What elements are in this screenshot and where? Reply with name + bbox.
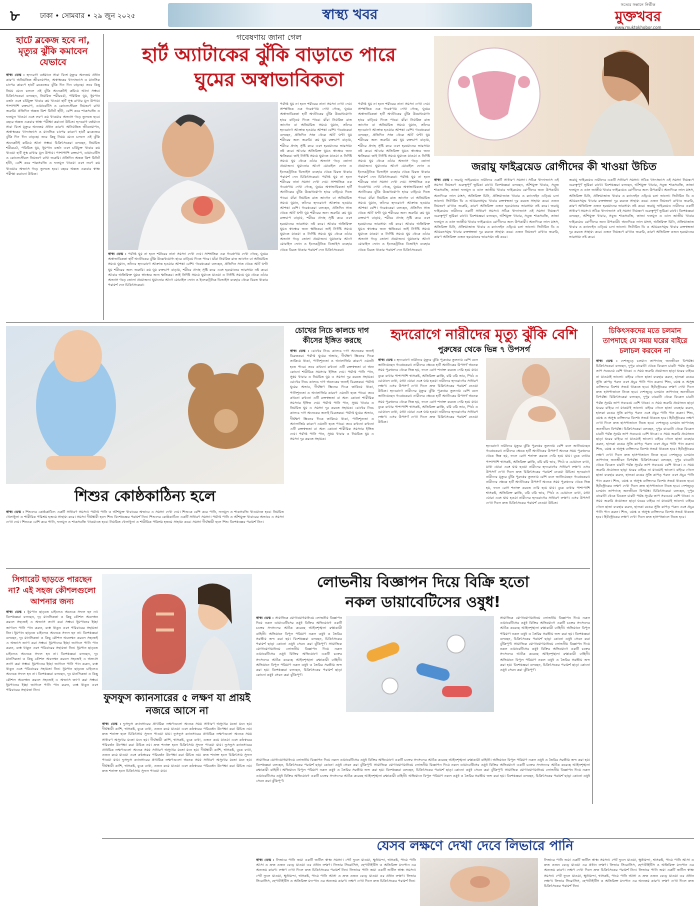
article-headline: ফুসফুস ক্যানসারের ৫ লক্ষণ যা প্রায়ই নজরে আসে না — [103, 693, 251, 717]
section-title: স্বাস্থ্য খবর — [322, 7, 378, 23]
article-headline: জরায়ু ফাইব্রয়েড রোগীদের কী খাওয়া উচিত — [471, 161, 657, 173]
article-body: হৃদরোগ বর্তমানে সারা বিশ্বে মৃত্যুর অন্যতম প্রধান কারণ। অনিয়ন্ত্রিত জীবনযাপন, অস্বাস্থ্যকর খাদ্যাভ্যাস ও মানসিক চাপের কারণে হার্টে ব্লকেজের ঝুঁকি দিন দিন বাড়ছে। তবে কিছু নিয়ম মেনে চললে এই ঝুঁকি অনেকটাই কমিয়ে আনা সম্ভব। চিকিৎসকেরা বলছেন, নিয়মিত শরীরচর্চা, পরিমিত ঘুম, ধূমপান বর্জন এবং চর্বিযুক্ত খাবার কম খাওয়া হার্ট সুস্থ রাখার মূল উপায়। পাশাপাশি রক্তচাপ, ডায়াবেটিস ও কোলেস্টেরল নিয়ন্ত্রণে রাখা জরুরি। প্রতিদিন অন্তত ত্রিশ মিনিট হাঁটা, বেশি করে শাকসবজি ও ফলমূল খাওয়া এবং লবণ কম খাওয়ার অভ্যাস গড়ে তুলতে হবে। বছরে অন্তত একবার স্বাস্থ্য পরীক্ষা করানো উচিত। — [6, 73, 100, 124]
article-headline: চিকিৎসকদের মতে চলমান তাপদাহে যে সময় ঘরের বাইরে চলাচল করবেন না — [602, 327, 688, 355]
article-headline-1: হার্ট অ্যাটাকের ঝুঁকি বাড়াতে পারে — [142, 44, 396, 66]
article-women-heart — [378, 326, 590, 566]
article-headline: সিগারেট ছাড়তে পারছেন না? এই সহজ কৌশলগুলো আপনার জন্য — [8, 575, 96, 606]
paper-logo — [588, 2, 688, 30]
sleep-heart-text-col1: স্বাস্থ্য ডেস্ক : পর্যাপ্ত ঘুম না হলে শরীরের নানা সমস্যা দেখা দেয়। সাম্প্রতিক এক গবেষণায় দেখা গেছে, ঘুমের অস্বাভাবিকতা হার্ট অ্যাটাকের ঝুঁকি উল্লেখযোগ্য হারে বাড়িয়ে দিতে পারে। যাঁরা নিয়মিত রাত জাগেন বা অনিয়মিত সময়ে ঘুমান, তাঁদের হৃদরোগে আক্রান্ত হওয়ার আশঙ্কা বেশি। গবেষকেরা বলছেন, প্রতিদিন সাত থেকে আট ঘণ্টা ঘুম শরীরের জন্য জরুরি। কম ঘুম রক্তচাপ বাড়ায়, শরীরে প্রদাহ সৃষ্টি করে এবং হরমোনের ভারসাম্য নষ্ট করে। আবার অতিরিক্ত ঘুমও স্বাস্থ্যের জন্য ক্ষতিকর। তাই নির্দিষ্ট সময়ে ঘুমাতে যাওয়া ও নির্দিষ্ট সময়ে ঘুম থেকে ওঠার অভ্যাস গড়ে তোলা প্রয়োজন। ঘুমানোর আগে মোবাইল ফোন ও ইলেকট্রনিক ডিভাইস ব্যবহার থেকে বিরত থাকার পরামর্শ দেন চিকিৎসকেরা। — [108, 252, 268, 288]
sleep-heart-body — [108, 102, 430, 320]
article-constipation — [6, 326, 284, 566]
pills-image — [346, 616, 494, 712]
uterus-woman-image — [434, 36, 694, 156]
article-headline-2: ঘুমের অস্বাভাবিকতা — [194, 69, 344, 91]
article-fake-diabetes — [256, 572, 590, 834]
liver-text-col1: স্বাস্থ্য ডেস্ক : লিভারে পানি জমা একটি জটিল স্বাস্থ্য সমস্যা। পেট ফুলে যাওয়া, ক্ষুধামন্দা, শ্বাসকষ্ট, পায়ে পানি আসা ও দ্রুত ওজন বেড়ে যাওয়া এর প্রধান লক্ষণ। লিভার সিরোসিস, হেপাটাইটিস ও অতিরিক্ত মদ্যপান এর অন্যতম কারণ। লক্ষণ দেখা দিলে দ্রুত চিকিৎসকের পরামর্শ নিন। লিভারে পানি জমা একটি জটিল স্বাস্থ্য সমস্যা। পেট ফুলে যাওয়া, ক্ষুধামন্দা, শ্বাসকষ্ট, পায়ে পানি আসা ও দ্রুত ওজন বেড়ে যাওয়া এর প্রধান লক্ষণ। লিভার সিরোসিস, হেপাটাইটিস ও অতিরিক্ত মদ্যপান এর অন্যতম কারণ। লক্ষণ দেখা দিলে দ্রুত চিকিৎসকের পরামর্শ নিন। — [256, 858, 416, 883]
lung-anatomy-illustration — [102, 574, 252, 690]
section-banner — [168, 3, 532, 27]
byline: স্বাস্থ্য ডেস্ক : — [6, 73, 25, 77]
article-headline-1: লোভনীয় বিজ্ঞাপন দিয়ে বিক্রি হতো — [316, 573, 530, 591]
abdomen-illustration — [420, 858, 538, 906]
lung-anatomy-image — [102, 574, 252, 690]
article-liver — [256, 838, 694, 906]
paper-website: www.muktokhobor.com — [614, 25, 662, 30]
woman-chest-illustration — [486, 358, 590, 440]
article-dark-circles — [290, 326, 374, 566]
fake-diabetes-text-bottom: সামাজিক যোগাযোগমাধ্যমে লোভনীয় বিজ্ঞাপন দিয়ে নকল ডায়াবেটিসের ওষুধ বিক্রির অভিযোগে একটি চক্রের সদস্যদের আটক করেছে আইনশৃঙ্খলা রক্ষাকারী বাহিনী। অভিযানে বিপুল পরিমাণ নকল ওষুধ ও তৈরির সরঞ্জাম জব্দ করা হয়। বিশেষজ্ঞরা বলছেন, চিকিৎসকের পরামর্শ ছাড়া কোনো ওষুধ সেবন করা ঝুঁকিপূর্ণ। সামাজিক যোগাযোগমাধ্যমে লোভনীয় বিজ্ঞাপন দিয়ে নকল ডায়াবেটিসের ওষুধ বিক্রির অভিযোগে একটি চক্রের সদস্যদের আটক করেছে আইনশৃঙ্খলা রক্ষাকারী বাহিনী। অভিযানে বিপুল পরিমাণ নকল ওষুধ ও তৈরির সরঞ্জাম জব্দ করা হয়। বিশেষজ্ঞরা বলছেন, চিকিৎসকের পরামর্শ ছাড়া কোনো ওষুধ সেবন করা ঝুঁকিপূর্ণ। সামাজিক যোগাযোগমাধ্যমে লোভনীয় বিজ্ঞাপন দিয়ে নকল ডায়াবেটিসের ওষুধ বিক্রির অভিযোগে একটি চক্রের সদস্যদের আটক করেছে আইনশৃঙ্খলা রক্ষাকারী বাহিনী। অভিযানে বিপুল পরিমাণ নকল ওষুধ ও তৈরির সরঞ্জাম জব্দ করা হয়। বিশেষজ্ঞরা বলছেন, চিকিৎসকের পরামর্শ ছাড়া কোনো ওষুধ সেবন করা ঝুঁকিপূর্ণ। — [256, 758, 590, 783]
fake-diabetes-text-col1: স্বাস্থ্য ডেস্ক : সামাজিক যোগাযোগমাধ্যমে লোভনীয় বিজ্ঞাপন দিয়ে নকল ডায়াবেটিসের ওষুধ বিক্রির অভিযোগে একটি চক্রের সদস্যদের আটক করেছে আইনশৃঙ্খলা রক্ষাকারী বাহিনী। অভিযানে বিপুল পরিমাণ নকল ওষুধ ও তৈরির সরঞ্জাম জব্দ করা হয়। বিশেষজ্ঞরা বলছেন, চিকিৎসকের পরামর্শ ছাড়া কোনো ওষুধ সেবন করা ঝুঁকিপূর্ণ। সামাজিক যোগাযোগমাধ্যমে লোভনীয় বিজ্ঞাপন দিয়ে নকল ডায়াবেটিসের ওষুধ বিক্রির অভিযোগে একটি চক্রের সদস্যদের আটক করেছে আইনশৃঙ্খলা রক্ষাকারী বাহিনী। অভিযানে বিপুল পরিমাণ নকল ওষুধ ও তৈরির সরঞ্জাম জব্দ করা হয়। বিশেষজ্ঞরা বলছেন, চিকিৎসকের পরামর্শ ছাড়া কোনো ওষুধ সেবন করা ঝুঁকিপূর্ণ। — [256, 616, 342, 678]
women-heart-text-col1: স্বাস্থ্য ডেস্ক : হৃদরোগে নারীদের মৃত্যুর ঝুঁকি পুরুষের তুলনায় বেশি বলে জানিয়েছেন গবেষকেরা। নারীদের ক্ষেত্রে হার্ট অ্যাটাকের উপসর্গ অনেক সময় পুরুষদের থেকে ভিন্ন হয়, ফলে রোগ শনাক্ত করতে দেরি হয়ে যায়। বুকে ব্যথার পাশাপাশি শ্বাসকষ্ট, অতিরিক্ত ক্লান্তি, বমি বমি ভাব, পিঠে ও চোয়ালে ব্যথা, মাথা ঘোরা এবং ঘাম হওয়া নারীদের হৃদরোগের সাধারণ লক্ষণ। এসব উপসর্গ দেখা দিলে দ্রুত চিকিৎসকের পরামর্শ নেওয়া উচিত। হৃদরোগে নারীদের মৃত্যুর ঝুঁকি পুরুষের তুলনায় বেশি বলে জানিয়েছেন গবেষকেরা। নারীদের ক্ষেত্রে হার্ট অ্যাটাকের উপসর্গ অনেক সময় পুরুষদের থেকে ভিন্ন হয়, ফলে রোগ শনাক্ত করতে দেরি হয়ে যায়। বুকে ব্যথার পাশাপাশি শ্বাসকষ্ট, অতিরিক্ত ক্লান্তি, বমি বমি ভাব, পিঠে ও চোয়ালে ব্যথা, মাথা ঘোরা এবং ঘাম হওয়া নারীদের হৃদরোগের সাধারণ লক্ষণ। এসব উপসর্গ দেখা দিলে দ্রুত চিকিৎসকের পরামর্শ নেওয়া উচিত। — [378, 358, 478, 425]
woman-chest-image — [486, 358, 590, 440]
article-fibroid — [434, 36, 694, 320]
article-headline-2: নকল ডায়াবেটিসের ওষুধ! — [345, 593, 501, 611]
man-chest-pain-image — [108, 102, 278, 250]
article-subhead: পুরুষের থেকে ভিন্ন ৭ উপসর্গ — [437, 345, 531, 354]
constipation-text: স্বাস্থ্য ডেস্ক : শিশুদের কোষ্ঠকাঠিন্য একটি সাধারণ সমস্যা। পর্যাপ্ত পানি ও আঁশযুক্ত খাবারের অভাবে এ সমস্যা দেখা দেয়। শিশুকে বেশি করে পানি, ফলমূল ও শাকসবজি খাওয়াতে হবে। নিয়মিত খেলাধুলা ও শারীরিক পরিশ্রম হজমে সাহায্য করে। সমস্যা দীর্ঘস্থায়ী হলে শিশু বিশেষজ্ঞের পরামর্শ নিন। শিশুদের কোষ্ঠকাঠিন্য একটি সাধারণ সমস্যা। পর্যাপ্ত পানি ও আঁশযুক্ত খাবারের অভাবে এ সমস্যা দেখা দেয়। শিশুকে বেশি করে পানি, ফলমূল ও শাকসবজি খাওয়াতে হবে। নিয়মিত খেলাধুলা ও শারীরিক পরিশ্রম হজমে সাহায্য করে। সমস্যা দীর্ঘস্থায়ী হলে শিশু বিশেষজ্ঞের পরামর্শ নিন। — [6, 510, 284, 525]
liver-text-col2: লিভারে পানি জমা একটি জটিল স্বাস্থ্য সমস্যা। পেট ফুলে যাওয়া, ক্ষুধামন্দা, শ্বাসকষ্ট, পায়ে পানি আসা ও দ্রুত ওজন বেড়ে যাওয়া এর প্রধান লক্ষণ। লিভার সিরোসিস, হেপাটাইটিস ও অতিরিক্ত মদ্যপান এর অন্যতম কারণ। লক্ষণ দেখা দিলে দ্রুত চিকিৎসকের পরামর্শ নিন। লিভারে পানি জমা একটি জটিল স্বাস্থ্য সমস্যা। পেট ফুলে যাওয়া, ক্ষুধামন্দা, শ্বাসকষ্ট, পায়ে পানি আসা ও দ্রুত ওজন বেড়ে যাওয়া এর প্রধান লক্ষণ। লিভার সিরোসিস, হেপাটাইটিস ও অতিরিক্ত মদ্যপান এর অন্যতম কারণ। লক্ষণ দেখা দিলে দ্রুত চিকিৎসকের পরামর্শ নিন। — [544, 858, 694, 889]
article-headline: চোখের নিচে কালচে দাগ কীসের ইঙ্গিত করছে — [295, 326, 369, 345]
fibroid-text-col2: জরায়ু ফাইব্রয়েড নারীদের একটি সাধারণ সমস্যা। সঠিক খাদ্যাভ্যাস এই সমস্যা নিয়ন্ত্রণে গুরুত্বপূর্ণ ভূমিকা রাখে। বিশেষজ্ঞরা বলছেন, আঁশযুক্ত খাবার, সবুজ শাকসবজি, তাজা ফলমূল ও ডাল জাতীয় খাবার ফাইব্রয়েড রোগীদের জন্য উপকারী। অন্যদিকে লাল মাংস, অতিরিক্ত চিনি, প্রক্রিয়াজাত খাবার ও ক্যাফেইন এড়িয়ে চলা ভালো। ভিটামিন ডি ও আয়রনসমৃদ্ধ খাবার রক্তস্বল্পতা দূর করতে সাহায্য করে। ওজন নিয়ন্ত্রণে রাখাও জরুরি, কারণ অতিরিক্ত ওজন হরমোনের ভারসাম্য নষ্ট করে। জরায়ু ফাইব্রয়েড নারীদের একটি সাধারণ সমস্যা। সঠিক খাদ্যাভ্যাস এই সমস্যা নিয়ন্ত্রণে গুরুত্বপূর্ণ ভূমিকা রাখে। বিশেষজ্ঞরা বলছেন, আঁশযুক্ত খাবার, সবুজ শাকসবজি, তাজা ফলমূল ও ডাল জাতীয় খাবার ফাইব্রয়েড রোগীদের জন্য উপকারী। অন্যদিকে লাল মাংস, অতিরিক্ত চিনি, প্রক্রিয়াজাত খাবার ও ক্যাফেইন এড়িয়ে চলা ভালো। ভিটামিন ডি ও আয়রনসমৃদ্ধ খাবার রক্তস্বল্পতা দূর করতে সাহায্য করে। ওজন নিয়ন্ত্রণে রাখাও জরুরি, কারণ অতিরিক্ত ওজন হরমোনের ভারসাম্য নষ্ট করে। — [569, 178, 694, 240]
uterus-illustration — [434, 36, 694, 156]
article-lung-cancer — [102, 574, 252, 904]
article-smoking — [6, 574, 98, 904]
article-headline: হার্টে ব্লকেজ হবে না, মৃত্যুর ঝুঁকি কমাবেন যেভাবে — [16, 36, 90, 68]
page-number: ৮ — [10, 7, 20, 25]
article-kicker: গবেষণায় জানা গেল — [236, 33, 302, 42]
fibroid-text-col1: স্বাস্থ্য ডেস্ক : জরায়ু ফাইব্রয়েড নারীদের একটি সাধারণ সমস্যা। সঠিক খাদ্যাভ্যাস এই সমস্যা নিয়ন্ত্রণে গুরুত্বপূর্ণ ভূমিকা রাখে। বিশেষজ্ঞরা বলছেন, আঁশযুক্ত খাবার, সবুজ শাকসবজি, তাজা ফলমূল ও ডাল জাতীয় খাবার ফাইব্রয়েড রোগীদের জন্য উপকারী। অন্যদিকে লাল মাংস, অতিরিক্ত চিনি, প্রক্রিয়াজাত খাবার ও ক্যাফেইন এড়িয়ে চলা ভালো। ভিটামিন ডি ও আয়রনসমৃদ্ধ খাবার রক্তস্বল্পতা দূর করতে সাহায্য করে। ওজন নিয়ন্ত্রণে রাখাও জরুরি, কারণ অতিরিক্ত ওজন হরমোনের ভারসাম্য নষ্ট করে। জরায়ু ফাইব্রয়েড নারীদের একটি সাধারণ সমস্যা। সঠিক খাদ্যাভ্যাস এই সমস্যা নিয়ন্ত্রণে গুরুত্বপূর্ণ ভূমিকা রাখে। বিশেষজ্ঞরা বলছেন, আঁশযুক্ত খাবার, সবুজ শাকসবজি, তাজা ফলমূল ও ডাল জাতীয় খাবার ফাইব্রয়েড রোগীদের জন্য উপকারী। অন্যদিকে লাল মাংস, অতিরিক্ত চিনি, প্রক্রিয়াজাত খাবার ও ক্যাফেইন এড়িয়ে চলা ভালো। ভিটামিন ডি ও আয়রনসমৃদ্ধ খাবার রক্তস্বল্পতা দূর করতে সাহায্য করে। ওজন নিয়ন্ত্রণে রাখাও জরুরি, কারণ অতিরিক্ত ওজন হরমোনের ভারসাম্য নষ্ট করে। — [434, 178, 559, 240]
masthead — [0, 0, 700, 30]
dark-circles-text: স্বাস্থ্য ডেস্ক : চোখের নিচে কালচে দাগ অনেকের জন্যই বিব্রতকর। পর্যাপ্ত ঘুমের অভাব, দীর্ঘক্ষণ স্ক্রিনের দিকে তাকিয়ে থাকা, পানিশূন্যতা ও অ্যালার্জির কারণে এমনটা হতে পারে। তবে কখনো কখনো এটি রক্তস্বল্পতা বা অন্য কোনো শারীরিক সমস্যার ইঙ্গিত দেয়। পর্যাপ্ত পানি পান, সুষম খাবার ও নিয়মিত ঘুম এ সমস্যা দূর করতে সহায়ক। চোখের নিচে কালচে দাগ অনেকের জন্যই বিব্রতকর। পর্যাপ্ত ঘুমের অভাব, দীর্ঘক্ষণ স্ক্রিনের দিকে তাকিয়ে থাকা, পানিশূন্যতা ও অ্যালার্জির কারণে এমনটা হতে পারে। তবে কখনো কখনো এটি রক্তস্বল্পতা বা অন্য কোনো শারীরিক সমস্যার ইঙ্গিত দেয়। পর্যাপ্ত পানি পান, সুষম খাবার ও নিয়মিত ঘুম এ সমস্যা দূর করতে সহায়ক। চোখের নিচে কালচে দাগ অনেকের জন্যই বিব্রতকর। পর্যাপ্ত ঘুমের অভাব, দীর্ঘক্ষণ স্ক্রিনের দিকে তাকিয়ে থাকা, পানিশূন্যতা ও অ্যালার্জির কারণে এমনটা হতে পারে। তবে কখনো কখনো এটি রক্তস্বল্পতা বা অন্য কোনো শারীরিক সমস্যার ইঙ্গিত দেয়। পর্যাপ্ত পানি পান, সুষম খাবার ও নিয়মিত ঘুম এ সমস্যা দূর করতে সহায়ক। — [290, 349, 374, 442]
women-heart-text-col2: হৃদরোগে নারীদের মৃত্যুর ঝুঁকি পুরুষের তুলনায় বেশি বলে জানিয়েছেন গবেষকেরা। নারীদের ক্ষেত্রে হার্ট অ্যাটাকের উপসর্গ অনেক সময় পুরুষদের থেকে ভিন্ন হয়, ফলে রোগ শনাক্ত করতে দেরি হয়ে যায়। বুকে ব্যথার পাশাপাশি শ্বাসকষ্ট, অতিরিক্ত ক্লান্তি, বমি বমি ভাব, পিঠে ও চোয়ালে ব্যথা, মাথা ঘোরা এবং ঘাম হওয়া নারীদের হৃদরোগের সাধারণ লক্ষণ। এসব উপসর্গ দেখা দিলে দ্রুত চিকিৎসকের পরামর্শ নেওয়া উচিত। হৃদরোগে নারীদের মৃত্যুর ঝুঁকি পুরুষের তুলনায় বেশি বলে জানিয়েছেন গবেষকেরা। নারীদের ক্ষেত্রে হার্ট অ্যাটাকের উপসর্গ অনেক সময় পুরুষদের থেকে ভিন্ন হয়, ফলে রোগ শনাক্ত করতে দেরি হয়ে যায়। বুকে ব্যথার পাশাপাশি শ্বাসকষ্ট, অতিরিক্ত ক্লান্তি, বমি বমি ভাব, পিঠে ও চোয়ালে ব্যথা, মাথা ঘোরা এবং ঘাম হওয়া নারীদের হৃদরোগের সাধারণ লক্ষণ। এসব উপসর্গ দেখা দিলে দ্রুত চিকিৎসকের পরামর্শ নেওয়া উচিত। — [486, 444, 590, 506]
child-teddy-image — [6, 326, 284, 484]
man-chest-pain-illustration — [108, 102, 278, 250]
dateline: ঢাকা • সোমবার • ২৯ জুন ২০২৫ — [40, 12, 136, 20]
article-headline: হৃদরোগে নারীদের মৃত্যু ঝুঁকি বেশি — [390, 327, 578, 343]
heat-text: স্বাস্থ্য ডেস্ক : দেশজুড়ে চলমান তাপদাহে জনজীবন বিপর্যস্ত। চিকিৎসকেরা বলছেন, দুপুর বারোটা থেকে বিকেল চারটা পর্যন্ত সূর্যের তাপ সবচেয়ে বেশি থাকে। এ সময় জরুরি প্রয়োজন ছাড়া ঘরের বাইরে না যাওয়াই ভালো। বাইরে গেলে ছাতা ব্যবহার করুন, হালকা রঙের সুতি কাপড় পরুন এবং প্রচুর পানি পান করুন। শিশু, বয়স্ক ও অসুস্থ ব্যক্তিদের বিশেষ সতর্ক থাকতে হবে। হিটস্ট্রোকের লক্ষণ দেখা দিলে দ্রুত হাসপাতালে নিতে হবে। দেশজুড়ে চলমান তাপদাহে জনজীবন বিপর্যস্ত। চিকিৎসকেরা বলছেন, দুপুর বারোটা থেকে বিকেল চারটা পর্যন্ত সূর্যের তাপ সবচেয়ে বেশি থাকে। এ সময় জরুরি প্রয়োজন ছাড়া ঘরের বাইরে না যাওয়াই ভালো। বাইরে গেলে ছাতা ব্যবহার করুন, হালকা রঙের সুতি কাপড় পরুন এবং প্রচুর পানি পান করুন। শিশু, বয়স্ক ও অসুস্থ ব্যক্তিদের বিশেষ সতর্ক থাকতে হবে। হিটস্ট্রোকের লক্ষণ দেখা দিলে দ্রুত হাসপাতালে নিতে হবে। দেশজুড়ে চলমান তাপদাহে জনজীবন বিপর্যস্ত। চিকিৎসকেরা বলছেন, দুপুর বারোটা থেকে বিকেল চারটা পর্যন্ত সূর্যের তাপ সবচেয়ে বেশি থাকে। এ সময় জরুরি প্রয়োজন ছাড়া ঘরের বাইরে না যাওয়াই ভালো। বাইরে গেলে ছাতা ব্যবহার করুন, হালকা রঙের সুতি কাপড় পরুন এবং প্রচুর পানি পান করুন। শিশু, বয়স্ক ও অসুস্থ ব্যক্তিদের বিশেষ সতর্ক থাকতে হবে। হিটস্ট্রোকের লক্ষণ দেখা দিলে দ্রুত হাসপাতালে নিতে হবে। দেশজুড়ে চলমান তাপদাহে জনজীবন বিপর্যস্ত। চিকিৎসকেরা বলছেন, দুপুর বারোটা থেকে বিকেল চারটা পর্যন্ত সূর্যের তাপ সবচেয়ে বেশি থাকে। এ সময় জরুরি প্রয়োজন ছাড়া ঘরের বাইরে না যাওয়াই ভালো। বাইরে গেলে ছাতা ব্যবহার করুন, হালকা রঙের সুতি কাপড় পরুন এবং প্রচুর পানি পান করুন। শিশু, বয়স্ক ও অসুস্থ ব্যক্তিদের বিশেষ সতর্ক থাকতে হবে। হিটস্ট্রোকের লক্ষণ দেখা দিলে দ্রুত হাসপাতালে নিতে হবে। দেশজুড়ে চলমান তাপদাহে জনজীবন বিপর্যস্ত। চিকিৎসকেরা বলছেন, দুপুর বারোটা থেকে বিকেল চারটা পর্যন্ত সূর্যের তাপ সবচেয়ে বেশি থাকে। এ সময় জরুরি প্রয়োজন ছাড়া ঘরের বাইরে না যাওয়াই ভালো। বাইরে গেলে ছাতা ব্যবহার করুন, হালকা রঙের সুতি কাপড় পরুন এবং প্রচুর পানি পান করুন। শিশু, বয়স্ক ও অসুস্থ ব্যক্তিদের বিশেষ সতর্ক থাকতে হবে। হিটস্ট্রোকের লক্ষণ দেখা দিলে দ্রুত হাসপাতালে নিতে হবে। — [596, 359, 694, 520]
sleep-heart-text-col2: পর্যাপ্ত ঘুম না হলে শরীরের নানা সমস্যা দেখা দেয়। সাম্প্রতিক এক গবেষণায় দেখা গেছে, ঘুমের অস্বাভাবিকতা হার্ট অ্যাটাকের ঝুঁকি উল্লেখযোগ্য হারে বাড়িয়ে দিতে পারে। যাঁরা নিয়মিত রাত জাগেন বা অনিয়মিত সময়ে ঘুমান, তাঁদের হৃদরোগে আক্রান্ত হওয়ার আশঙ্কা বেশি। গবেষকেরা বলছেন, প্রতিদিন সাত থেকে আট ঘণ্টা ঘুম শরীরের জন্য জরুরি। কম ঘুম রক্তচাপ বাড়ায়, শরীরে প্রদাহ সৃষ্টি করে এবং হরমোনের ভারসাম্য নষ্ট করে। আবার অতিরিক্ত ঘুমও স্বাস্থ্যের জন্য ক্ষতিকর। তাই নির্দিষ্ট সময়ে ঘুমাতে যাওয়া ও নির্দিষ্ট সময়ে ঘুম থেকে ওঠার অভ্যাস গড়ে তোলা প্রয়োজন। ঘুমানোর আগে মোবাইল ফোন ও ইলেকট্রনিক ডিভাইস ব্যবহার থেকে বিরত থাকার পরামর্শ দেন চিকিৎসকেরা। পর্যাপ্ত ঘুম না হলে শরীরের নানা সমস্যা দেখা দেয়। সাম্প্রতিক এক গবেষণায় দেখা গেছে, ঘুমের অস্বাভাবিকতা হার্ট অ্যাটাকের ঝুঁকি উল্লেখযোগ্য হারে বাড়িয়ে দিতে পারে। যাঁরা নিয়মিত রাত জাগেন বা অনিয়মিত সময়ে ঘুমান, তাঁদের হৃদরোগে আক্রান্ত হওয়ার আশঙ্কা বেশি। গবেষকেরা বলছেন, প্রতিদিন সাত থেকে আট ঘণ্টা ঘুম শরীরের জন্য জরুরি। কম ঘুম রক্তচাপ বাড়ায়, শরীরে প্রদাহ সৃষ্টি করে এবং হরমোনের ভারসাম্য নষ্ট করে। আবার অতিরিক্ত ঘুমও স্বাস্থ্যের জন্য ক্ষতিকর। তাই নির্দিষ্ট সময়ে ঘুমাতে যাওয়া ও নির্দিষ্ট সময়ে ঘুম থেকে ওঠার অভ্যাস গড়ে তোলা প্রয়োজন। ঘুমানোর আগে মোবাইল ফোন ও ইলেকট্রনিক ডিভাইস ব্যবহার থেকে বিরত থাকার পরামর্শ দেন চিকিৎসকেরা। — [280, 102, 352, 252]
paper-name: মুক্তখবর — [614, 9, 662, 25]
article-heart-block — [6, 36, 100, 318]
pills-illustration — [346, 616, 494, 712]
article-body-cont: হৃদরোগ বর্তমানে সারা বিশ্বে মৃত্যুর অন্যতম প্রধান কারণ। অনিয়ন্ত্রিত জীবনযাপন, অস্বাস্থ্যকর খাদ্যাভ্যাস ও মানসিক চাপের কারণে হার্টে ব্লকেজের ঝুঁকি দিন দিন বাড়ছে। তবে কিছু নিয়ম মেনে চললে এই ঝুঁকি অনেকটাই কমিয়ে আনা সম্ভব। চিকিৎসকেরা বলছেন, নিয়মিত শরীরচর্চা, পরিমিত ঘুম, ধূমপান বর্জন এবং চর্বিযুক্ত খাবার কম খাওয়া হার্ট সুস্থ রাখার মূল উপায়। পাশাপাশি রক্তচাপ, ডায়াবেটিস ও কোলেস্টেরল নিয়ন্ত্রণে রাখা জরুরি। প্রতিদিন অন্তত ত্রিশ মিনিট হাঁটা, বেশি করে শাকসবজি ও ফলমূল খাওয়া এবং লবণ কম খাওয়ার অভ্যাস গড়ে তুলতে হবে। বছরে অন্তত একবার স্বাস্থ্য পরীক্ষা করানো উচিত। — [6, 119, 100, 176]
article-headline: শিশুর কোষ্ঠকাঠিন্য হলে — [74, 487, 216, 505]
fake-diabetes-text-col2: সামাজিক যোগাযোগমাধ্যমে লোভনীয় বিজ্ঞাপন দিয়ে নকল ডায়াবেটিসের ওষুধ বিক্রির অভিযোগে একটি চক্রের সদস্যদের আটক করেছে আইনশৃঙ্খলা রক্ষাকারী বাহিনী। অভিযানে বিপুল পরিমাণ নকল ওষুধ ও তৈরির সরঞ্জাম জব্দ করা হয়। বিশেষজ্ঞরা বলছেন, চিকিৎসকের পরামর্শ ছাড়া কোনো ওষুধ সেবন করা ঝুঁকিপূর্ণ। সামাজিক যোগাযোগমাধ্যমে লোভনীয় বিজ্ঞাপন দিয়ে নকল ডায়াবেটিসের ওষুধ বিক্রির অভিযোগে একটি চক্রের সদস্যদের আটক করেছে আইনশৃঙ্খলা রক্ষাকারী বাহিনী। অভিযানে বিপুল পরিমাণ নকল ওষুধ ও তৈরির সরঞ্জাম জব্দ করা হয়। বিশেষজ্ঞরা বলছেন, চিকিৎসকের পরামর্শ ছাড়া কোনো ওষুধ সেবন করা ঝুঁকিপূর্ণ। — [500, 616, 590, 673]
sleep-heart-text-col3: পর্যাপ্ত ঘুম না হলে শরীরের নানা সমস্যা দেখা দেয়। সাম্প্রতিক এক গবেষণায় দেখা গেছে, ঘুমের অস্বাভাবিকতা হার্ট অ্যাটাকের ঝুঁকি উল্লেখযোগ্য হারে বাড়িয়ে দিতে পারে। যাঁরা নিয়মিত রাত জাগেন বা অনিয়মিত সময়ে ঘুমান, তাঁদের হৃদরোগে আক্রান্ত হওয়ার আশঙ্কা বেশি। গবেষকেরা বলছেন, প্রতিদিন সাত থেকে আট ঘণ্টা ঘুম শরীরের জন্য জরুরি। কম ঘুম রক্তচাপ বাড়ায়, শরীরে প্রদাহ সৃষ্টি করে এবং হরমোনের ভারসাম্য নষ্ট করে। আবার অতিরিক্ত ঘুমও স্বাস্থ্যের জন্য ক্ষতিকর। তাই নির্দিষ্ট সময়ে ঘুমাতে যাওয়া ও নির্দিষ্ট সময়ে ঘুম থেকে ওঠার অভ্যাস গড়ে তোলা প্রয়োজন। ঘুমানোর আগে মোবাইল ফোন ও ইলেকট্রনিক ডিভাইস ব্যবহার থেকে বিরত থাকার পরামর্শ দেন চিকিৎসকেরা। পর্যাপ্ত ঘুম না হলে শরীরের নানা সমস্যা দেখা দেয়। সাম্প্রতিক এক গবেষণায় দেখা গেছে, ঘুমের অস্বাভাবিকতা হার্ট অ্যাটাকের ঝুঁকি উল্লেখযোগ্য হারে বাড়িয়ে দিতে পারে। যাঁরা নিয়মিত রাত জাগেন বা অনিয়মিত সময়ে ঘুমান, তাঁদের হৃদরোগে আক্রান্ত হওয়ার আশঙ্কা বেশি। গবেষকেরা বলছেন, প্রতিদিন সাত থেকে আট ঘণ্টা ঘুম শরীরের জন্য জরুরি। কম ঘুম রক্তচাপ বাড়ায়, শরীরে প্রদাহ সৃষ্টি করে এবং হরমোনের ভারসাম্য নষ্ট করে। আবার অতিরিক্ত ঘুমও স্বাস্থ্যের জন্য ক্ষতিকর। তাই নির্দিষ্ট সময়ে ঘুমাতে যাওয়া ও নির্দিষ্ট সময়ে ঘুম থেকে ওঠার অভ্যাস গড়ে তোলা প্রয়োজন। ঘুমানোর আগে মোবাইল ফোন ও ইলেকট্রনিক ডিভাইস ব্যবহার থেকে বিরত থাকার পরামর্শ দেন চিকিৎসকেরা। — [358, 102, 430, 252]
article-heat — [596, 326, 694, 804]
article-headline: যেসব লক্ষণে দেখা দেবে লিভারে পানি — [376, 839, 574, 854]
abdomen-image — [420, 858, 538, 906]
child-teddy-illustration — [6, 326, 284, 484]
lung-cancer-text: স্বাস্থ্য ডেস্ক : ফুসফুস ক্যানসারের প্রাথমিক লক্ষণগুলো অনেক সময় সাধারণ অসুখের মতো মনে হয়। দীর্ঘস্থায়ী কাশি, শ্বাসকষ্ট, বুকে ব্যথা, ওজন কমে যাওয়া এবং কণ্ঠস্বরের পরিবর্তন উপেক্ষা করা উচিত নয়। দ্রুত শনাক্ত হলে চিকিৎসায় সুফল পাওয়া যায়। ফুসফুস ক্যানসারের প্রাথমিক লক্ষণগুলো অনেক সময় সাধারণ অসুখের মতো মনে হয়। দীর্ঘস্থায়ী কাশি, শ্বাসকষ্ট, বুকে ব্যথা, ওজন কমে যাওয়া এবং কণ্ঠস্বরের পরিবর্তন উপেক্ষা করা উচিত নয়। দ্রুত শনাক্ত হলে চিকিৎসায় সুফল পাওয়া যায়। ফুসফুস ক্যানসারের প্রাথমিক লক্ষণগুলো অনেক সময় সাধারণ অসুখের মতো মনে হয়। দীর্ঘস্থায়ী কাশি, শ্বাসকষ্ট, বুকে ব্যথা, ওজন কমে যাওয়া এবং কণ্ঠস্বরের পরিবর্তন উপেক্ষা করা উচিত নয়। দ্রুত শনাক্ত হলে চিকিৎসায় সুফল পাওয়া যায়। ফুসফুস ক্যানসারের প্রাথমিক লক্ষণগুলো অনেক সময় সাধারণ অসুখের মতো মনে হয়। দীর্ঘস্থায়ী কাশি, শ্বাসকষ্ট, বুকে ব্যথা, ওজন কমে যাওয়া এবং কণ্ঠস্বরের পরিবর্তন উপেক্ষা করা উচিত নয়। দ্রুত শনাক্ত হলে চিকিৎসায় সুফল পাওয়া যায়। — [102, 722, 252, 773]
paper-tagline: সত্যের সন্ধানে নির্ভীক — [620, 2, 656, 7]
smoking-text: স্বাস্থ্য ডেস্ক : ধূমপান ছাড়তে চাইলেও অনেকে সফল হন না। বিশেষজ্ঞরা বলছেন, দৃঢ় মানসিকতা ও কিছু কৌশল অবলম্বন করলে সহজেই এ অভ্যাস ত্যাগ করা সম্ভব। ধূমপানের ইচ্ছা জাগলে পানি পান করুন, ব্যস্ত থাকুন এবং পরিবারের সহায়তা নিন। ধূমপান ছাড়তে চাইলেও অনেকে সফল হন না। বিশেষজ্ঞরা বলছেন, দৃঢ় মানসিকতা ও কিছু কৌশল অবলম্বন করলে সহজেই এ অভ্যাস ত্যাগ করা সম্ভব। ধূমপানের ইচ্ছা জাগলে পানি পান করুন, ব্যস্ত থাকুন এবং পরিবারের সহায়তা নিন। ধূমপান ছাড়তে চাইলেও অনেকে সফল হন না। বিশেষজ্ঞরা বলছেন, দৃঢ় মানসিকতা ও কিছু কৌশল অবলম্বন করলে সহজেই এ অভ্যাস ত্যাগ করা সম্ভব। ধূমপানের ইচ্ছা জাগলে পানি পান করুন, ব্যস্ত থাকুন এবং পরিবারের সহায়তা নিন। ধূমপান ছাড়তে চাইলেও অনেকে সফল হন না। বিশেষজ্ঞরা বলছেন, দৃঢ় মানসিকতা ও কিছু কৌশল অবলম্বন করলে সহজেই এ অভ্যাস ত্যাগ করা সম্ভব। ধূমপানের ইচ্ছা জাগলে পানি পান করুন, ব্যস্ত থাকুন এবং পরিবারের সহায়তা নিন। — [6, 610, 98, 693]
